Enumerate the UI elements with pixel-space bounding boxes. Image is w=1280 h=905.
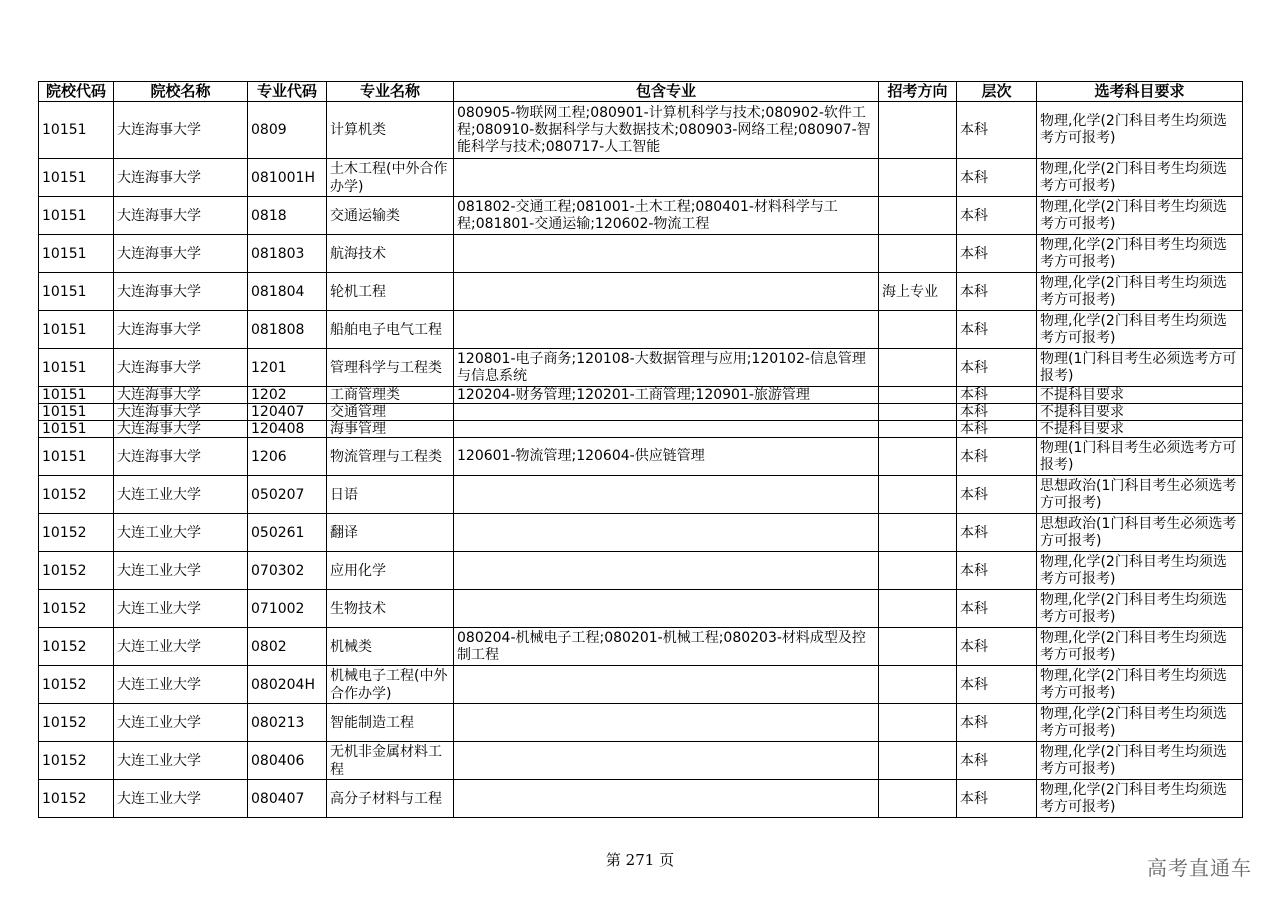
cell-major-code: 120407	[248, 404, 327, 421]
cell-major-name: 管理科学与工程类	[327, 349, 454, 387]
cell-major-name: 航海技术	[327, 235, 454, 273]
cell-included-majors	[454, 311, 879, 349]
cell-included-majors	[454, 780, 879, 818]
table-row	[39, 159, 1243, 197]
cell-school-code: 10152	[39, 742, 114, 780]
cell-subject-requirement: 思想政治(1门科目考生必须选考方可报考)	[1037, 476, 1243, 514]
cell-subject-requirement: 物理,化学(2门科目考生均须选考方可报考)	[1037, 235, 1243, 273]
cell-major-code: 081804	[248, 273, 327, 311]
cell-school-code: 10151	[39, 421, 114, 438]
cell-major-name: 物流管理与工程类	[327, 438, 454, 476]
table-row	[39, 421, 1243, 438]
cell-direction	[879, 628, 957, 666]
table-row	[39, 666, 1243, 704]
cell-school-code: 10152	[39, 552, 114, 590]
cell-school-code: 10151	[39, 102, 114, 159]
cell-school-name: 大连工业大学	[114, 590, 248, 628]
cell-included-majors	[454, 552, 879, 590]
cell-major-name: 轮机工程	[327, 273, 454, 311]
header-direction: 招考方向	[879, 82, 957, 102]
cell-included-majors	[454, 159, 879, 197]
cell-school-name: 大连工业大学	[114, 742, 248, 780]
cell-school-code: 10152	[39, 628, 114, 666]
header-row	[39, 82, 1243, 102]
cell-level: 本科	[957, 552, 1037, 590]
cell-major-name: 交通运输类	[327, 197, 454, 235]
cell-major-name: 应用化学	[327, 552, 454, 590]
cell-direction	[879, 438, 957, 476]
table-row	[39, 742, 1243, 780]
cell-school-name: 大连工业大学	[114, 666, 248, 704]
table-row	[39, 704, 1243, 742]
cell-included-majors: 081802-交通工程;081001-土木工程;080401-材料科学与工程;081801-交通运输;120602-物流工程	[454, 197, 879, 235]
header-level: 层次	[957, 82, 1037, 102]
cell-included-majors: 080204-机械电子工程;080201-机械工程;080203-材料成型及控制工程	[454, 628, 879, 666]
cell-major-code: 081808	[248, 311, 327, 349]
cell-school-code: 10152	[39, 476, 114, 514]
cell-school-name: 大连工业大学	[114, 476, 248, 514]
cell-subject-requirement: 物理(1门科目考生必须选考方可报考)	[1037, 438, 1243, 476]
cell-direction	[879, 159, 957, 197]
cell-subject-requirement: 物理,化学(2门科目考生均须选考方可报考)	[1037, 311, 1243, 349]
table-row	[39, 780, 1243, 818]
cell-school-code: 10151	[39, 159, 114, 197]
cell-subject-requirement: 物理,化学(2门科目考生均须选考方可报考)	[1037, 159, 1243, 197]
cell-school-name: 大连工业大学	[114, 552, 248, 590]
cell-major-name: 船舶电子电气工程	[327, 311, 454, 349]
cell-major-name: 海事管理	[327, 421, 454, 438]
cell-major-code: 0818	[248, 197, 327, 235]
table-row	[39, 273, 1243, 311]
cell-subject-requirement: 物理,化学(2门科目考生均须选考方可报考)	[1037, 552, 1243, 590]
cell-direction	[879, 476, 957, 514]
cell-school-name: 大连海事大学	[114, 438, 248, 476]
cell-subject-requirement: 物理,化学(2门科目考生均须选考方可报考)	[1037, 742, 1243, 780]
table-row	[39, 404, 1243, 421]
cell-school-name: 大连海事大学	[114, 421, 248, 438]
cell-school-code: 10152	[39, 514, 114, 552]
cell-major-name: 生物技术	[327, 590, 454, 628]
cell-subject-requirement: 物理,化学(2门科目考生均须选考方可报考)	[1037, 666, 1243, 704]
cell-major-name: 机械电子工程(中外合作办学)	[327, 666, 454, 704]
header-school-code: 院校代码	[39, 82, 114, 102]
cell-included-majors	[454, 666, 879, 704]
cell-direction	[879, 311, 957, 349]
cell-level: 本科	[957, 590, 1037, 628]
cell-school-name: 大连海事大学	[114, 387, 248, 404]
cell-level: 本科	[957, 666, 1037, 704]
cell-school-name: 大连海事大学	[114, 273, 248, 311]
cell-school-code: 10151	[39, 273, 114, 311]
table-row	[39, 349, 1243, 387]
cell-major-code: 1201	[248, 349, 327, 387]
cell-school-code: 10152	[39, 590, 114, 628]
cell-included-majors	[454, 421, 879, 438]
cell-school-name: 大连海事大学	[114, 197, 248, 235]
cell-major-name: 机械类	[327, 628, 454, 666]
cell-major-code: 120408	[248, 421, 327, 438]
cell-school-name: 大连海事大学	[114, 311, 248, 349]
watermark-logo: 高考直通车	[1147, 856, 1252, 880]
table-row	[39, 438, 1243, 476]
cell-direction	[879, 704, 957, 742]
cell-level: 本科	[957, 514, 1037, 552]
cell-school-name: 大连海事大学	[114, 349, 248, 387]
cell-major-code: 1206	[248, 438, 327, 476]
cell-school-name: 大连工业大学	[114, 704, 248, 742]
cell-level: 本科	[957, 628, 1037, 666]
cell-major-code: 0802	[248, 628, 327, 666]
table-row	[39, 552, 1243, 590]
cell-major-name: 高分子材料与工程	[327, 780, 454, 818]
cell-school-code: 10151	[39, 438, 114, 476]
cell-direction	[879, 421, 957, 438]
cell-subject-requirement: 物理,化学(2门科目考生均须选考方可报考)	[1037, 704, 1243, 742]
cell-school-name: 大连海事大学	[114, 404, 248, 421]
table-row	[39, 197, 1243, 235]
cell-major-code: 1202	[248, 387, 327, 404]
cell-major-name: 智能制造工程	[327, 704, 454, 742]
cell-major-code: 050261	[248, 514, 327, 552]
cell-major-name: 无机非金属材料工程	[327, 742, 454, 780]
header-included-majors: 包含专业	[454, 82, 879, 102]
cell-included-majors	[454, 476, 879, 514]
cell-direction	[879, 514, 957, 552]
cell-level: 本科	[957, 273, 1037, 311]
cell-subject-requirement: 物理,化学(2门科目考生均须选考方可报考)	[1037, 197, 1243, 235]
cell-major-name: 土木工程(中外合作办学)	[327, 159, 454, 197]
cell-major-name: 翻译	[327, 514, 454, 552]
cell-direction	[879, 590, 957, 628]
cell-level: 本科	[957, 742, 1037, 780]
cell-school-code: 10151	[39, 311, 114, 349]
cell-major-code: 050207	[248, 476, 327, 514]
cell-direction	[879, 742, 957, 780]
cell-direction	[879, 780, 957, 818]
cell-school-code: 10151	[39, 404, 114, 421]
cell-level: 本科	[957, 197, 1037, 235]
table-row	[39, 387, 1243, 404]
cell-subject-requirement: 思想政治(1门科目考生必须选考方可报考)	[1037, 514, 1243, 552]
cell-direction	[879, 552, 957, 590]
cell-school-code: 10151	[39, 387, 114, 404]
cell-included-majors	[454, 235, 879, 273]
cell-major-code: 080213	[248, 704, 327, 742]
cell-included-majors	[454, 704, 879, 742]
cell-subject-requirement: 不提科目要求	[1037, 404, 1243, 421]
cell-major-code: 071002	[248, 590, 327, 628]
cell-major-code: 070302	[248, 552, 327, 590]
cell-included-majors	[454, 404, 879, 421]
cell-direction	[879, 404, 957, 421]
cell-subject-requirement: 物理,化学(2门科目考生均须选考方可报考)	[1037, 590, 1243, 628]
cell-included-majors	[454, 273, 879, 311]
cell-included-majors: 120601-物流管理;120604-供应链管理	[454, 438, 879, 476]
cell-level: 本科	[957, 235, 1037, 273]
cell-level: 本科	[957, 387, 1037, 404]
cell-subject-requirement: 物理,化学(2门科目考生均须选考方可报考)	[1037, 628, 1243, 666]
cell-direction	[879, 102, 957, 159]
cell-level: 本科	[957, 349, 1037, 387]
cell-included-majors	[454, 514, 879, 552]
cell-direction	[879, 197, 957, 235]
cell-major-code: 0809	[248, 102, 327, 159]
cell-school-code: 10152	[39, 780, 114, 818]
cell-subject-requirement: 物理,化学(2门科目考生均须选考方可报考)	[1037, 102, 1243, 159]
cell-major-code: 080204H	[248, 666, 327, 704]
cell-direction	[879, 666, 957, 704]
cell-subject-requirement: 不提科目要求	[1037, 387, 1243, 404]
cell-school-code: 10151	[39, 349, 114, 387]
cell-level: 本科	[957, 421, 1037, 438]
cell-level: 本科	[957, 159, 1037, 197]
cell-major-name: 交通管理	[327, 404, 454, 421]
header-major-name: 专业名称	[327, 82, 454, 102]
table-row	[39, 590, 1243, 628]
cell-school-code: 10151	[39, 235, 114, 273]
admission-table	[38, 81, 1243, 818]
header-major-code: 专业代码	[248, 82, 327, 102]
cell-school-name: 大连海事大学	[114, 102, 248, 159]
cell-school-code: 10152	[39, 704, 114, 742]
cell-direction	[879, 235, 957, 273]
cell-major-code: 080406	[248, 742, 327, 780]
cell-level: 本科	[957, 102, 1037, 159]
cell-school-name: 大连工业大学	[114, 514, 248, 552]
cell-major-name: 日语	[327, 476, 454, 514]
table-body	[39, 102, 1243, 818]
cell-school-name: 大连工业大学	[114, 628, 248, 666]
table-row	[39, 476, 1243, 514]
page-number: 第 271 页	[605, 851, 675, 869]
cell-major-name: 工商管理类	[327, 387, 454, 404]
cell-level: 本科	[957, 404, 1037, 421]
cell-subject-requirement: 不提科目要求	[1037, 421, 1243, 438]
cell-direction	[879, 349, 957, 387]
cell-subject-requirement: 物理(1门科目考生必须选考方可报考)	[1037, 349, 1243, 387]
table-row	[39, 102, 1243, 159]
table-row	[39, 311, 1243, 349]
cell-level: 本科	[957, 476, 1037, 514]
cell-school-name: 大连工业大学	[114, 780, 248, 818]
cell-major-name: 计算机类	[327, 102, 454, 159]
cell-major-code: 080407	[248, 780, 327, 818]
cell-subject-requirement: 物理,化学(2门科目考生均须选考方可报考)	[1037, 780, 1243, 818]
table-row	[39, 235, 1243, 273]
cell-school-name: 大连海事大学	[114, 159, 248, 197]
table-row	[39, 628, 1243, 666]
cell-school-code: 10152	[39, 666, 114, 704]
cell-included-majors: 080905-物联网工程;080901-计算机科学与技术;080902-软件工程;080910-数据科学与大数据技术;080903-网络工程;080907-智能科学与技术;080717-人工智能	[454, 102, 879, 159]
cell-direction	[879, 387, 957, 404]
header-subject-requirement: 选考科目要求	[1037, 82, 1243, 102]
cell-major-code: 081001H	[248, 159, 327, 197]
cell-major-code: 081803	[248, 235, 327, 273]
cell-direction: 海上专业	[879, 273, 957, 311]
cell-included-majors	[454, 590, 879, 628]
cell-level: 本科	[957, 311, 1037, 349]
cell-included-majors: 120204-财务管理;120201-工商管理;120901-旅游管理	[454, 387, 879, 404]
header-school-name: 院校名称	[114, 82, 248, 102]
cell-subject-requirement: 物理,化学(2门科目考生均须选考方可报考)	[1037, 273, 1243, 311]
cell-level: 本科	[957, 704, 1037, 742]
cell-level: 本科	[957, 438, 1037, 476]
cell-level: 本科	[957, 780, 1037, 818]
cell-included-majors: 120801-电子商务;120108-大数据管理与应用;120102-信息管理与信息系统	[454, 349, 879, 387]
cell-school-name: 大连海事大学	[114, 235, 248, 273]
cell-included-majors	[454, 742, 879, 780]
table-row	[39, 514, 1243, 552]
cell-school-code: 10151	[39, 197, 114, 235]
